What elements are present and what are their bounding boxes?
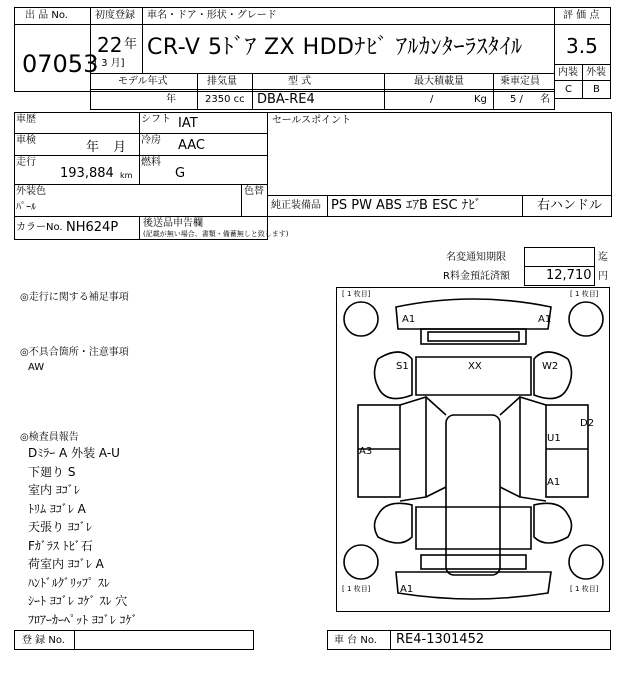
inspector-report-line: Dﾐﾗｰ A 外装 A-U <box>28 446 120 460</box>
details-box <box>14 112 268 240</box>
front-fender-left <box>375 352 413 399</box>
inspector-report-line: 室内 ﾖｺﾞﾚ <box>28 483 80 497</box>
mark-a3: A3 <box>359 446 373 457</box>
windshield-edges <box>426 397 520 415</box>
front-grille-inner <box>428 332 519 341</box>
lot-no-label: 出 品 No. <box>25 10 68 21</box>
rear-bumper <box>396 572 551 599</box>
max-load-unit: Kg <box>474 94 487 105</box>
wheel-front-left <box>344 302 378 336</box>
mark-d2: D2 <box>580 418 595 429</box>
color-no-label: カラーNo. <box>16 222 63 233</box>
left-pillar <box>400 397 426 501</box>
max-load-value: / <box>430 94 434 105</box>
model-label: 車名・ドア・形状・グレード <box>147 10 277 21</box>
model-year-label: モデル年式 <box>118 76 168 87</box>
rear-garnish <box>421 555 526 569</box>
inspector-report-line: 天張り ﾖｺﾞﾚ <box>28 520 92 534</box>
chassis-no-value: RE4-1301452 <box>396 632 485 647</box>
lot-number: 07053 <box>22 50 99 78</box>
diagram-corner-label-bottom-right: [ 1 枚目] <box>570 585 599 593</box>
color-no-value: NH624P <box>66 220 119 235</box>
wheel-rear-right <box>569 545 603 579</box>
mileage-unit: km <box>120 171 133 180</box>
score-label: 評 価 点 <box>563 10 600 21</box>
capacity-label: 乗車定員 <box>500 76 540 87</box>
driving-notes-label: ◎走行に関する補足事項 <box>20 292 129 303</box>
front-bumper <box>396 299 551 329</box>
wheel-front-right <box>569 302 603 336</box>
recycle-unit: 円 <box>598 271 608 282</box>
sales-point-label: セールスポイント <box>272 115 352 126</box>
capacity-value: 5 / <box>510 94 523 105</box>
name-change-unit: 迄 <box>598 252 608 263</box>
ac-value: AAC <box>178 138 205 153</box>
type-value: DBA-RE4 <box>257 92 315 107</box>
rear-fender-right <box>534 503 572 543</box>
mark-a1-front-right: A1 <box>538 314 552 325</box>
mark-w2: W2 <box>542 361 559 372</box>
inspector-report-line: Fｶﾞﾗｽ ﾄﾋﾞ石 <box>28 538 93 553</box>
right-pillar <box>520 397 546 501</box>
roof <box>446 415 500 575</box>
year-unit: 年 <box>124 37 138 52</box>
model-year-unit: 年 <box>166 94 176 105</box>
score-value: 3.5 <box>566 34 598 58</box>
wheel-rear-left <box>344 545 378 579</box>
model-name: CR-V 5ﾄﾞｱ ZX HDDﾅﾋﾞ ｱﾙｶﾝﾀｰﾗｽﾀｲﾙ <box>147 35 523 60</box>
first-reg-month: [ 3 月] <box>94 58 125 69</box>
mark-a1-rear-door: A1 <box>547 477 561 488</box>
color-change-label: 色替 <box>244 186 264 197</box>
shift-label: シフト <box>141 114 171 125</box>
fuel-value: G <box>175 166 186 181</box>
mark-s1: S1 <box>396 361 409 372</box>
front-fender-right <box>534 352 572 399</box>
mark-xx: XX <box>468 361 482 372</box>
first-reg-year: 22 <box>97 33 123 57</box>
first-reg-label: 初度登録 <box>95 10 135 21</box>
inspector-report-line: ﾌﾛｱｰｶｰﾍﾟｯﾄ ﾖｺﾞﾚ ｺｹﾞ <box>28 612 138 627</box>
exterior-grade: B <box>593 84 600 95</box>
interior-grade: C <box>565 84 572 95</box>
mileage-value: 193,884 <box>60 166 114 181</box>
interior-label: 内装 <box>558 67 578 78</box>
name-change-box <box>524 247 595 267</box>
steering-value: 右ハンドル <box>537 198 603 213</box>
docs-note: (記載が無い場合、書類・備蓄無しと致します) <box>143 230 289 238</box>
shift-value: IAT <box>178 116 198 131</box>
max-load-label: 最大積載量 <box>414 76 464 87</box>
recycle-label: R料金預託済額 <box>443 271 510 282</box>
mark-a1-rear: A1 <box>400 584 414 595</box>
diagram-corner-label-top-left: [ 1 枚目] <box>342 290 371 298</box>
reg-no-label: 登 録 No. <box>22 635 65 646</box>
ext-color-label: 外装色 <box>16 186 46 197</box>
defects-label: ◎不具合箇所・注意事項 <box>20 347 129 358</box>
chassis-no-label: 車 台 No. <box>334 635 377 646</box>
ac-label: 冷房 <box>141 135 161 146</box>
exterior-label: 外装 <box>586 67 606 78</box>
capacity-unit: 名 <box>540 94 550 105</box>
name-change-label: 名変通知期限 <box>446 252 506 263</box>
diagram-corner-label-bottom-left: [ 1 枚目] <box>342 585 371 593</box>
docs-label: 後送品申告欄 <box>143 218 203 229</box>
mark-a1-front-left: A1 <box>402 314 416 325</box>
inspector-report-line: ｼｰﾄ ﾖｺﾞﾚ ｺｹﾞ ｽﾚ 穴 <box>28 594 128 608</box>
diagram-corner-label-top-right: [ 1 枚目] <box>570 290 599 298</box>
ext-color-value: ﾊﾟｰﾙ <box>16 202 36 213</box>
inspector-report-line: 下廻り S <box>28 464 76 479</box>
inspector-report-line: ﾄﾘﾑ ﾖｺﾞﾚ A <box>28 501 86 516</box>
equipment-value: PS PW ABS ｴｱB ESC ﾅﾋﾞ <box>331 198 482 213</box>
mark-u1: U1 <box>547 433 561 444</box>
history-label: 車歴 <box>16 114 36 125</box>
type-label: 型 式 <box>288 76 312 87</box>
inspection-value: 年 月 <box>86 140 127 155</box>
inspector-report-label: ◎検査員報告 <box>20 432 79 443</box>
trunk <box>416 507 531 549</box>
inspection-label: 車検 <box>16 135 36 146</box>
rear-fender-left <box>375 503 413 543</box>
inspector-report-line: ﾊﾝﾄﾞﾙｸﾞﾘｯﾌﾟ ｽﾚ <box>28 575 110 590</box>
equipment-label: 純正装備品 <box>271 200 321 211</box>
recycle-value: 12,710 <box>546 268 592 283</box>
displacement-label: 排気量 <box>207 76 237 87</box>
defects-value: AW <box>28 362 45 373</box>
displacement-value: 2350 cc <box>205 94 245 105</box>
mileage-label: 走行 <box>16 157 36 168</box>
car-outline <box>336 287 610 612</box>
fuel-label: 燃料 <box>141 157 161 168</box>
inspector-report-line: 荷室内 ﾖｺﾞﾚ A <box>28 557 104 571</box>
